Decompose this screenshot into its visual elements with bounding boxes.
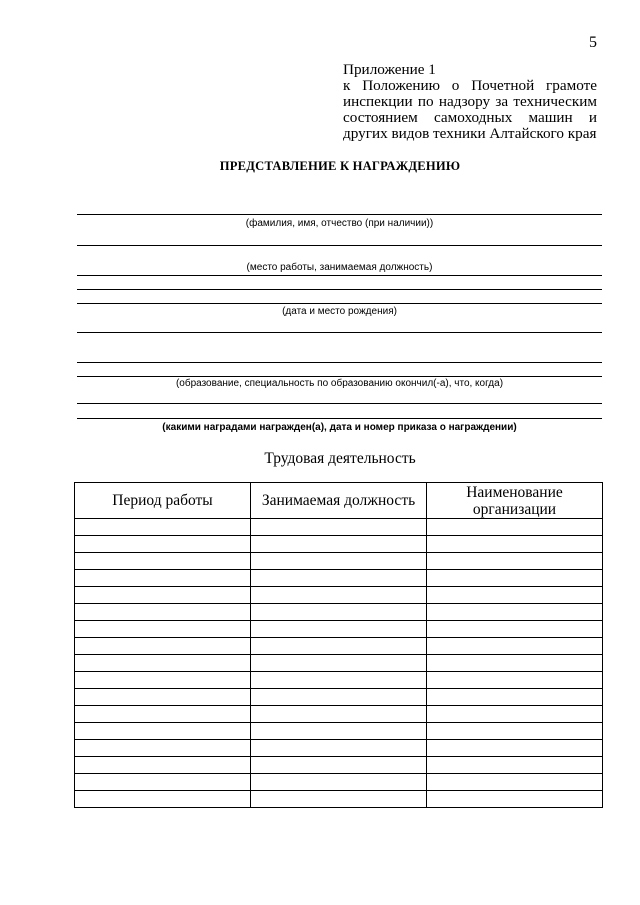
position-cell[interactable]: [251, 553, 427, 570]
table-row: [75, 757, 603, 774]
position-cell[interactable]: [251, 587, 427, 604]
organization-cell[interactable]: [427, 536, 603, 553]
table-row: [75, 740, 603, 757]
page-number: 5: [589, 34, 597, 51]
organization-cell[interactable]: [427, 553, 603, 570]
full-name-line[interactable]: [77, 214, 602, 215]
organization-cell[interactable]: [427, 604, 603, 621]
position-cell[interactable]: [251, 604, 427, 621]
table-row: [75, 655, 603, 672]
position-cell[interactable]: [251, 723, 427, 740]
organization-cell[interactable]: [427, 638, 603, 655]
table-row: [75, 553, 603, 570]
table-row: [75, 604, 603, 621]
education-line-2[interactable]: [77, 362, 602, 363]
position-cell[interactable]: [251, 536, 427, 553]
organization-cell[interactable]: [427, 689, 603, 706]
organization-cell[interactable]: [427, 621, 603, 638]
table-header-row: [75, 483, 603, 519]
table-row: [75, 536, 603, 553]
position-cell[interactable]: [251, 791, 427, 808]
work-history-table: [74, 482, 603, 808]
appendix-title: Приложение 1: [343, 61, 436, 78]
awards-caption: (какими наградами награжден(а), дата и номер приказа о награждении): [162, 422, 517, 433]
period-cell[interactable]: [75, 723, 251, 740]
organization-cell[interactable]: [427, 570, 603, 587]
education-line-1[interactable]: [77, 332, 602, 333]
period-cell[interactable]: [75, 655, 251, 672]
birth-line[interactable]: [77, 303, 602, 304]
organization-cell[interactable]: [427, 655, 603, 672]
education-caption: (образование, специальность по образованию окончил(-а), что, когда): [175, 378, 504, 389]
period-cell[interactable]: [75, 553, 251, 570]
period-cell[interactable]: [75, 536, 251, 553]
organization-cell[interactable]: [427, 757, 603, 774]
position-cell[interactable]: [251, 655, 427, 672]
period-cell[interactable]: [75, 621, 251, 638]
period-cell[interactable]: [75, 757, 251, 774]
period-cell[interactable]: [75, 519, 251, 536]
table-row: [75, 791, 603, 808]
position-cell[interactable]: [251, 638, 427, 655]
organization-cell[interactable]: [427, 723, 603, 740]
position-cell[interactable]: [251, 519, 427, 536]
table-row: [75, 587, 603, 604]
period-cell[interactable]: [75, 791, 251, 808]
period-cell[interactable]: [75, 689, 251, 706]
period-cell[interactable]: [75, 604, 251, 621]
period-cell[interactable]: [75, 774, 251, 791]
table-row: [75, 621, 603, 638]
period-cell[interactable]: [75, 706, 251, 723]
table-row: [75, 672, 603, 689]
period-cell[interactable]: [75, 740, 251, 757]
position-cell[interactable]: [251, 757, 427, 774]
organization-cell[interactable]: [427, 774, 603, 791]
table-row: [75, 519, 603, 536]
organization-cell[interactable]: [427, 706, 603, 723]
education-line-3[interactable]: [77, 376, 602, 377]
workplace-line-2[interactable]: [77, 275, 602, 276]
organization-cell[interactable]: [427, 587, 603, 604]
organization-cell[interactable]: [427, 519, 603, 536]
position-cell[interactable]: [251, 570, 427, 587]
period-cell[interactable]: [75, 672, 251, 689]
workplace-line[interactable]: [77, 245, 602, 246]
period-cell[interactable]: [75, 570, 251, 587]
table-body: [75, 519, 603, 808]
period-cell[interactable]: [75, 638, 251, 655]
appendix-text: к Положению о Почетной грамоте инспекции по надзору за техническим состоянием самоходных машин и других видов техники Алтайского края: [343, 77, 597, 142]
column-header-period: Период работы: [75, 483, 251, 519]
organization-cell[interactable]: [427, 740, 603, 757]
position-cell[interactable]: [251, 672, 427, 689]
table-row: [75, 638, 603, 655]
birth-caption: (дата и место рождения): [282, 306, 397, 317]
table-row: [75, 723, 603, 740]
blank-line[interactable]: [77, 289, 602, 290]
position-cell[interactable]: [251, 689, 427, 706]
work-history-title: Трудовая деятельность: [264, 450, 416, 467]
organization-cell[interactable]: [427, 791, 603, 808]
workplace-caption: (место работы, занимаемая должность): [246, 262, 433, 273]
table-row: [75, 689, 603, 706]
awards-line-1[interactable]: [77, 403, 602, 404]
document-title: ПРЕДСТАВЛЕНИЕ К НАГРАЖДЕНИЮ: [219, 159, 461, 173]
awards-line-2[interactable]: [77, 418, 602, 419]
column-header-organization: Наименование организации: [427, 483, 603, 519]
table-row: [75, 570, 603, 587]
column-header-position: Занимаемая должность: [251, 483, 427, 519]
position-cell[interactable]: [251, 740, 427, 757]
position-cell[interactable]: [251, 621, 427, 638]
appendix-header: [343, 62, 597, 142]
position-cell[interactable]: [251, 774, 427, 791]
period-cell[interactable]: [75, 587, 251, 604]
table-row: [75, 774, 603, 791]
table-row: [75, 706, 603, 723]
organization-cell[interactable]: [427, 672, 603, 689]
position-cell[interactable]: [251, 706, 427, 723]
full-name-caption: (фамилия, имя, отчество (при наличии)): [245, 218, 434, 229]
